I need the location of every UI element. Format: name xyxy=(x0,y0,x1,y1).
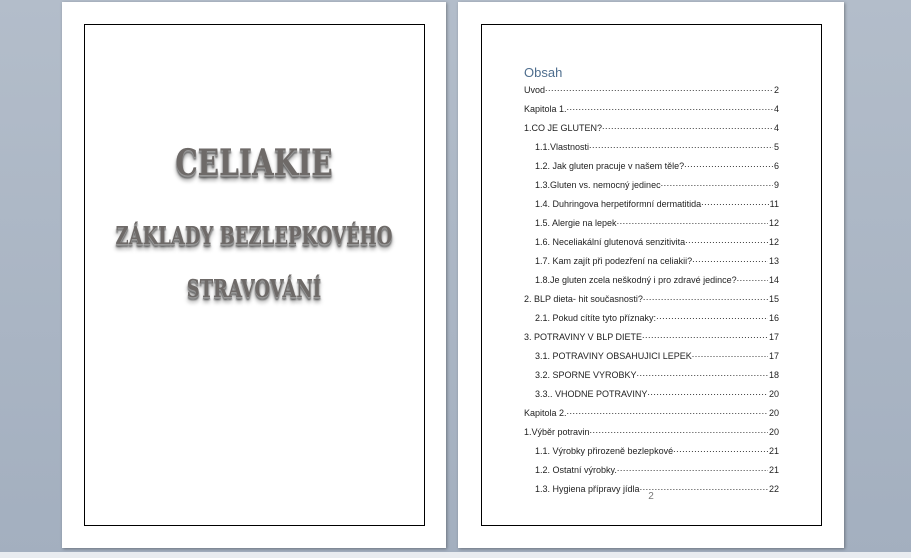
toc-entry-title: 1.2. Jak gluten pracuje v našem těle? xyxy=(535,161,685,171)
status-strip xyxy=(0,552,911,558)
toc-entry-title: 1.5. Alergie na lepek xyxy=(535,218,617,228)
toc-entry-page: 17 xyxy=(768,332,779,342)
toc-entry-page: 12 xyxy=(768,237,779,247)
toc-entry-page: 20 xyxy=(768,389,779,399)
toc-entry-title: Kapitola 2. xyxy=(524,408,567,418)
toc-entry[interactable] xyxy=(535,254,779,266)
toc-entry-page: 2 xyxy=(773,85,779,95)
toc-entry[interactable] xyxy=(535,387,779,399)
toc-entry-leader xyxy=(701,197,769,209)
toc-entry-title: 1.1. Výrobky přirozeně bezlepkové xyxy=(535,446,674,456)
toc-entry-page: 21 xyxy=(768,465,779,475)
toc-entry[interactable] xyxy=(535,273,779,285)
toc-entry-title: 2. BLP dieta- hit současnosti? xyxy=(524,294,643,304)
toc-entry-leader xyxy=(643,292,768,304)
toc-page xyxy=(458,2,844,548)
toc-entry[interactable] xyxy=(524,121,779,133)
toc-entry-page: 21 xyxy=(768,446,779,456)
toc-entry-title: 1.1.Vlastnosti xyxy=(535,142,590,152)
toc-entry[interactable] xyxy=(535,368,779,380)
toc-entry-page: 14 xyxy=(768,275,779,285)
toc-entry-page: 4 xyxy=(773,123,779,133)
toc-entry-page: 12 xyxy=(768,218,779,228)
toc-entry[interactable] xyxy=(535,444,779,456)
toc-entry-page: 13 xyxy=(768,256,779,266)
toc-entry-title: Kapitola 1. xyxy=(524,104,567,114)
toc-entry-title: 1.8.Je gluten zcela neškodný i pro zdravé jedince? xyxy=(535,275,737,285)
toc-entry-leader xyxy=(590,425,768,437)
toc-entry[interactable] xyxy=(535,216,779,228)
toc-entry-leader xyxy=(567,406,768,418)
toc-entry-leader xyxy=(637,368,768,380)
toc-entry-leader xyxy=(617,463,768,475)
toc-entry-page: 11 xyxy=(769,199,779,209)
toc-entry-title: 3.2. SPORNE VYROBKY xyxy=(535,370,637,380)
page-number: 2 xyxy=(648,491,654,502)
toc-entry-leader xyxy=(647,387,768,399)
toc-entry-page: 22 xyxy=(768,484,779,494)
toc-entry-page: 9 xyxy=(773,180,779,190)
toc-entry-leader xyxy=(545,83,773,95)
toc-entry-page: 4 xyxy=(773,104,779,114)
toc-entry[interactable] xyxy=(535,197,779,209)
toc-entry[interactable] xyxy=(535,235,779,247)
toc-entry-page: 20 xyxy=(768,408,779,418)
toc-entry[interactable] xyxy=(535,311,779,323)
toc-entry[interactable] xyxy=(535,159,779,171)
toc-entry-leader xyxy=(692,254,768,266)
toc-entry-page: 5 xyxy=(773,142,779,152)
toc-entry-page: 6 xyxy=(773,161,779,171)
toc-entry-title: 1.Výběr potravin xyxy=(524,427,590,437)
toc-entry-leader xyxy=(656,311,768,323)
toc-entry-leader xyxy=(642,330,768,342)
toc-entry-leader xyxy=(567,102,773,114)
toc-entry[interactable] xyxy=(524,102,779,114)
toc-entry-leader xyxy=(661,178,773,190)
toc-entry-leader xyxy=(737,273,768,285)
toc-entry[interactable] xyxy=(535,178,779,190)
toc-heading: Obsah xyxy=(524,65,563,80)
toc-entry[interactable] xyxy=(524,406,779,418)
toc-entry-title: 1.2. Ostatní výrobky. xyxy=(535,465,617,475)
toc-entry[interactable] xyxy=(535,140,779,152)
toc-entry-title: 1.3. Hygiena přípravy jídla xyxy=(535,484,640,494)
toc-entry-title: 3. POTRAVINY V BLP DIETE xyxy=(524,332,643,342)
toc-entry-page: 20 xyxy=(768,427,779,437)
toc-entry-page: 16 xyxy=(768,313,779,323)
toc-entry-title: Uvod xyxy=(524,85,546,95)
toc-entry-title: 1.7. Kam zajít při podezření na celiakii? xyxy=(535,256,693,266)
toc-entry-title: 1.3.Gluten vs. nemocný jedinec xyxy=(535,180,661,190)
toc-entry-leader xyxy=(673,444,768,456)
toc-entry-leader xyxy=(602,121,773,133)
toc-entry-leader xyxy=(617,216,768,228)
cover-subtitle-line1: ZÁKLADY BEZLEPKOVÉHO xyxy=(115,221,393,250)
toc-entry[interactable] xyxy=(524,425,779,437)
toc-entry-leader xyxy=(589,140,773,152)
toc-entry-title: 1.6. Neceliakální glutenová senzitivita xyxy=(535,237,686,247)
toc-entry-title: 1.4. Duhringova herpetiformní dermatitida xyxy=(535,199,702,209)
toc-entry-leader xyxy=(685,235,768,247)
cover-subtitle-line2: STRAVOVÁNÍ xyxy=(186,274,322,303)
toc-entry[interactable] xyxy=(524,292,779,304)
toc-entry-page: 15 xyxy=(768,294,779,304)
toc-entry-page: 18 xyxy=(768,370,779,380)
toc-entry-title: 2.1. Pokud cítíte tyto příznaky: xyxy=(535,313,657,323)
toc-entry-leader xyxy=(692,349,768,361)
cover-page xyxy=(62,2,446,548)
toc-entry-title: 1.CO JE GLUTEN? xyxy=(524,123,603,133)
toc-entry-leader xyxy=(684,159,773,171)
toc-entry[interactable] xyxy=(535,349,779,361)
toc-entry[interactable] xyxy=(535,463,779,475)
toc-entry-title: 3.1. POTRAVINY OBSAHUJICI LEPEK xyxy=(535,351,692,361)
cover-title: CELIAKIE xyxy=(175,142,333,184)
toc-entry-page: 17 xyxy=(768,351,779,361)
toc-entry[interactable] xyxy=(524,83,779,95)
toc-entry-title: 3.3.. VHODNE POTRAVINY xyxy=(535,389,648,399)
toc-entry[interactable] xyxy=(524,330,779,342)
